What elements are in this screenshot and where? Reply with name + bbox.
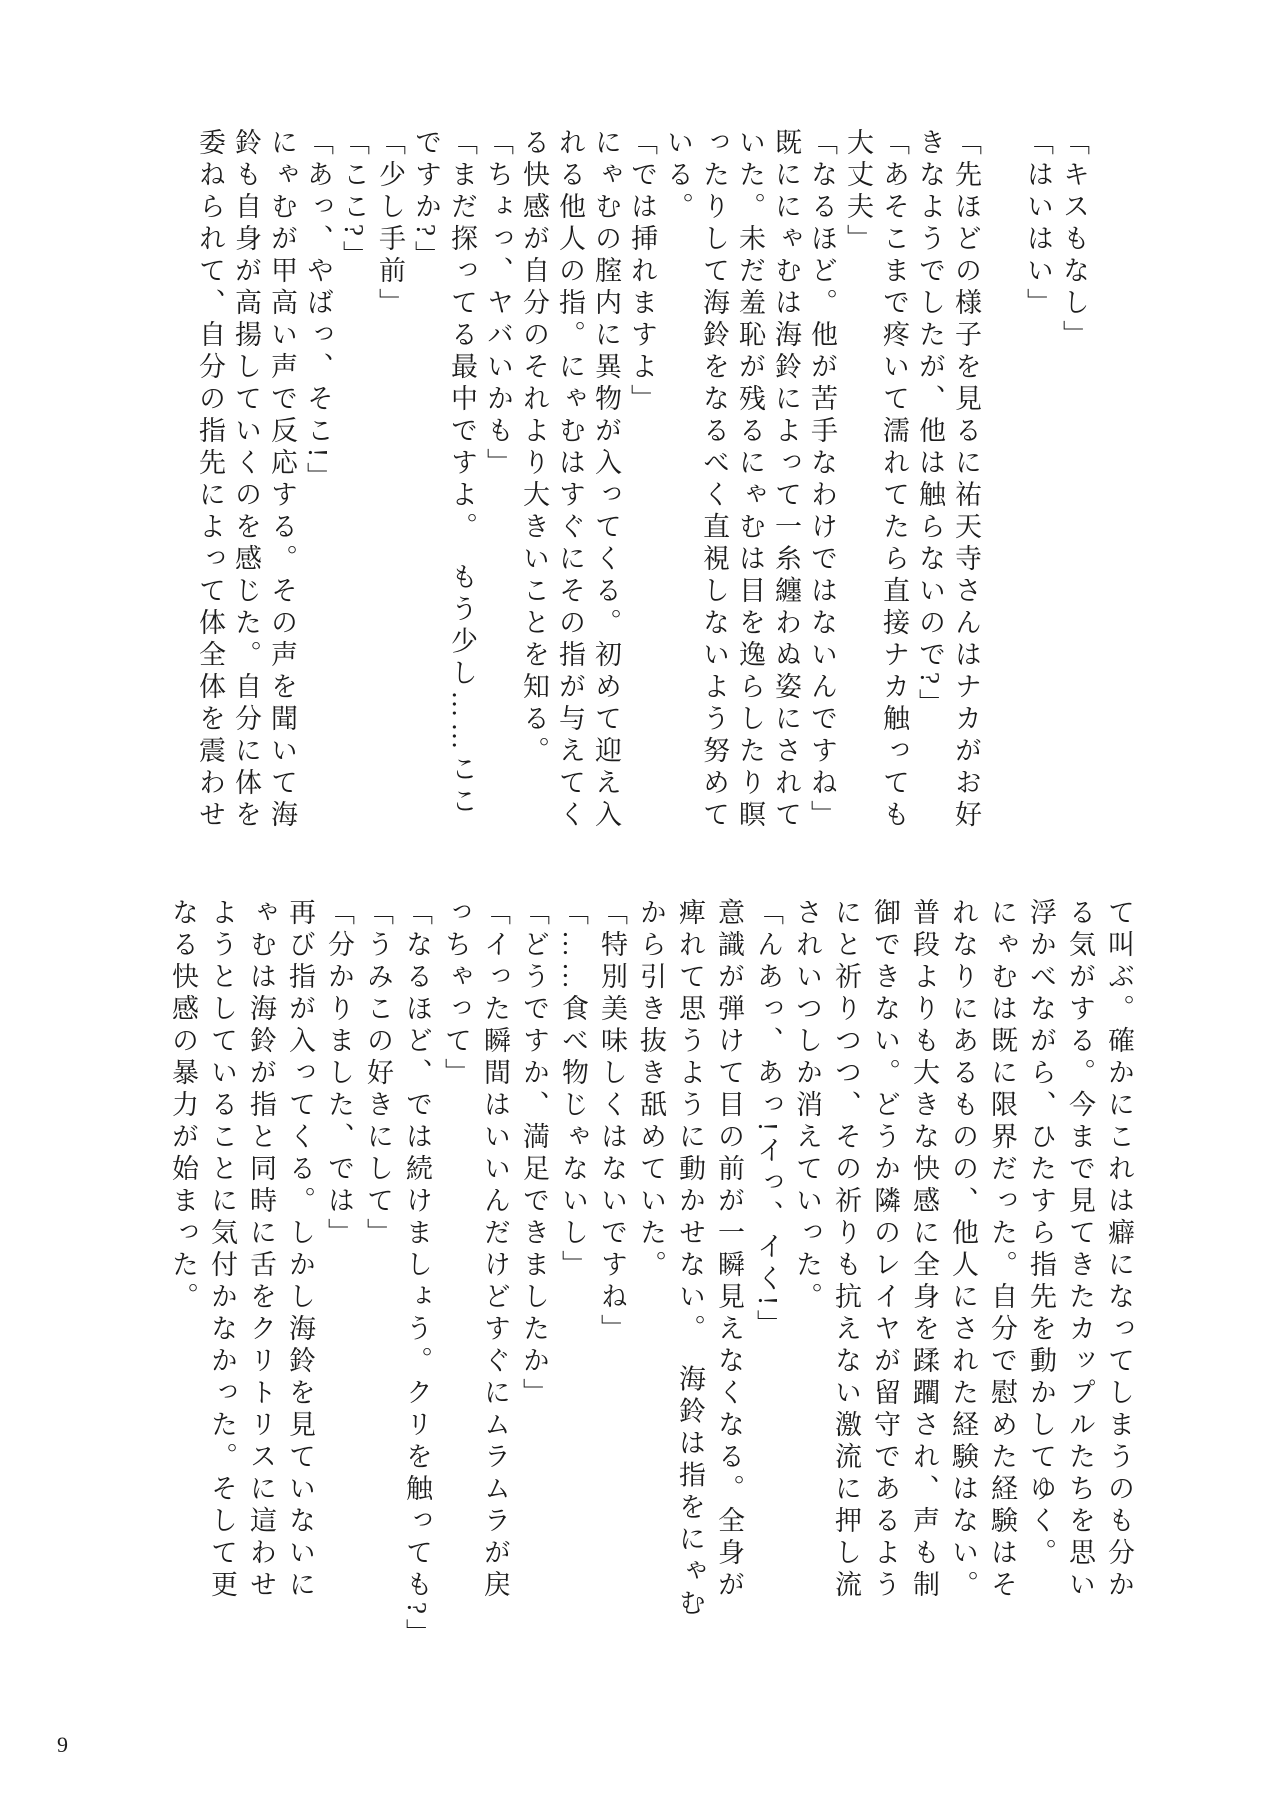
text-column: にと祈りつつ、その祈りも抗えない激流に押し流 <box>831 898 861 1602</box>
text-column: 「まだ探ってる最中ですよ。 もう少し……ここ <box>447 128 477 819</box>
text-column: ゃむは海鈴が指と同時に舌をクリトリスに這わせ <box>246 898 276 1602</box>
text-column: 「あそこまで疼いて濡れてたら直接ナカ触っても <box>879 128 909 832</box>
text-column: 「どうですか、満足できましたか」 <box>519 898 549 1410</box>
text-column: 普段よりも大きな快感に全身を蹂躙され、声も制 <box>909 898 939 1602</box>
text-column: にゃむが甲高い声で反応する。その声を聞いて海 <box>267 128 297 832</box>
page-number: 9 <box>57 1732 68 1757</box>
text-column: 「ちょっ、ヤバいかも」 <box>483 128 513 480</box>
text-column: 痺れて思うように動かせない。 海鈴は指をにゃむ <box>675 898 705 1621</box>
text-column: 「はいはい」 <box>1023 128 1053 320</box>
text-column: ったりして海鈴をなるべく直視しないよう努めて <box>699 128 729 832</box>
text-column: なる快感の暴力が始まった。 <box>168 898 198 1314</box>
text-column: 「少し手前」 <box>375 128 405 320</box>
text-column: 委ねられて、自分の指先によって体全体を震わせ <box>195 128 225 832</box>
text-column: 「なるほど。他が苦手なわけではないんですね」 <box>807 128 837 832</box>
text-column: 「特別美味しくはないですね」 <box>597 898 627 1346</box>
text-column: る快感が自分のそれより大きいことを知る。 <box>519 128 549 768</box>
text-column: 「では挿れますよ」 <box>627 128 657 416</box>
text-column: っちゃって」 <box>441 898 471 1090</box>
text-block-top <box>192 128 1092 840</box>
text-column: にゃむは既に限界だった。自分で慰めた経験はそ <box>987 898 1017 1602</box>
text-column: にゃむの腟内に異物が入ってくる。初めて迎え入 <box>591 128 621 832</box>
text-column: いる。 <box>663 128 693 224</box>
text-column: いた。未だ羞恥が残るにゃむは目を逸らしたり瞑 <box>735 128 765 832</box>
text-column: 「んあっ、あっ!イっ、イく!」 <box>753 898 783 1342</box>
text-column: て叫ぶ。確かにこれは癖になってしまうのも分か <box>1104 898 1134 1602</box>
text-column: 鈴も自身が高揚していくのを感じた。自分に体を <box>231 128 261 832</box>
text-column: ようとしていることに気付かなかった。そして更 <box>207 898 237 1602</box>
text-column: 既ににゃむは海鈴によって一糸纏わぬ姿にされて <box>771 128 801 832</box>
text-column: 「あっ、やばっ、そこ!」 <box>303 128 333 494</box>
text-column: 再び指が入ってくる。しかし海鈴を見ていないに <box>285 898 315 1602</box>
text-column: 「うみこの好きにして」 <box>363 898 393 1250</box>
text-column: 「キスもなし」 <box>1059 128 1089 352</box>
text-column: れる他人の指。にゃむはすぐにその指が与えてく <box>555 128 585 832</box>
text-column: から引き抜き舐めていた。 <box>636 898 666 1282</box>
text-column: 浮かべながら、ひたすら指先を動かしてゆく。 <box>1026 898 1056 1570</box>
text-column: る気がする。今まで見てきたカップルたちを思い <box>1065 898 1095 1602</box>
text-column: れなりにあるものの、他人にされた経験はない。 <box>948 898 978 1602</box>
text-column: 「なるほど、では続けましょう。クリを触っても?」 <box>402 898 432 1651</box>
text-column: 御できない。どうか隣のレイヤが留守であるよう <box>870 898 900 1602</box>
text-column: 意識が弾けて目の前が一瞬見えなくなる。全身が <box>714 898 744 1602</box>
text-block-bottom <box>163 898 1138 1670</box>
text-column: きなようでしたが、他は触らないので?」 <box>915 128 945 721</box>
text-column <box>984 128 1020 840</box>
text-column: 大丈夫」 <box>843 128 873 256</box>
text-column: 「……食べ物じゃないし」 <box>558 898 588 1282</box>
text-column: 「ここ?」 <box>339 128 369 273</box>
text-column: 「先ほどの様子を見るに祐天寺さんはナカがお好 <box>951 128 981 832</box>
text-column: 「分かりました、では」 <box>324 898 354 1250</box>
text-column: ですか?」 <box>411 128 441 273</box>
text-column: 「イった瞬間はいいんだけどすぐにムラムラが戻 <box>480 898 510 1602</box>
text-column: されいつしか消えていった。 <box>792 898 822 1314</box>
